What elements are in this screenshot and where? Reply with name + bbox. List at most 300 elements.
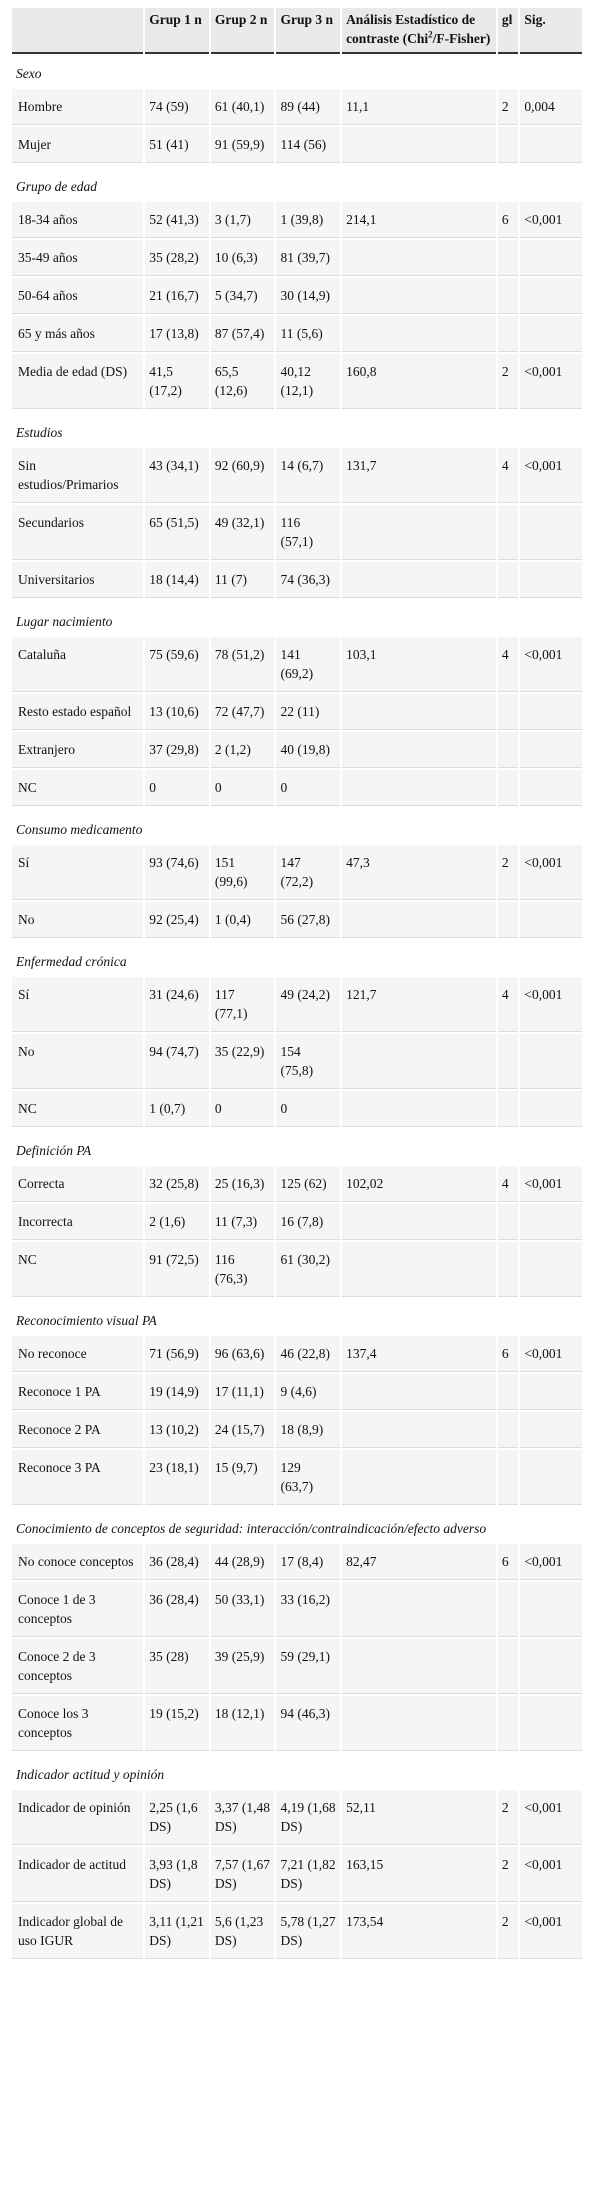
section-title: Conocimiento de conceptos de seguridad: interacción/contraindicación/efecto adverso <box>12 1511 582 1542</box>
table-row <box>12 278 582 314</box>
cell-g1: 13 (10,2) <box>145 1412 209 1448</box>
section-title: Lugar nacimiento <box>12 604 582 635</box>
cell-label: Resto estado español <box>12 694 143 730</box>
cell-g3: 114 (56) <box>276 127 340 163</box>
cell-gl: 4 <box>498 637 519 692</box>
cell-label: No reconoce <box>12 1336 143 1372</box>
cell-sig <box>520 278 582 314</box>
cell-g1: 31 (24,6) <box>145 977 209 1032</box>
cell-label: 35-49 años <box>12 240 143 276</box>
cell-g2: 91 (59,9) <box>211 127 275 163</box>
cell-g2: 11 (7,3) <box>211 1204 275 1240</box>
cell-g3: 17 (8,4) <box>276 1544 340 1580</box>
cell-label: 65 y más años <box>12 316 143 352</box>
spacer-cell <box>12 600 582 602</box>
section-header-row <box>12 56 582 87</box>
cell-g2: 5,6 (1,23 DS) <box>211 1904 275 1959</box>
cell-sig <box>520 505 582 560</box>
cell-test <box>342 1582 496 1637</box>
section-spacer <box>12 1753 582 1755</box>
section-spacer <box>12 1507 582 1509</box>
cell-g3: 5,78 (1,27 DS) <box>276 1904 340 1959</box>
cell-g3: 141 (69,2) <box>276 637 340 692</box>
table-row <box>12 637 582 692</box>
cell-g1: 18 (14,4) <box>145 562 209 598</box>
cell-g2: 72 (47,7) <box>211 694 275 730</box>
cell-g2: 39 (25,9) <box>211 1639 275 1694</box>
cell-gl: 2 <box>498 845 519 900</box>
table-row <box>12 505 582 560</box>
header-label <box>12 8 143 54</box>
cell-g2: 7,57 (1,67 DS) <box>211 1847 275 1902</box>
cell-g1: 17 (13,8) <box>145 316 209 352</box>
cell-test <box>342 127 496 163</box>
cell-sig <box>520 1412 582 1448</box>
cell-sig <box>520 1374 582 1410</box>
cell-g2: 116 (76,3) <box>211 1242 275 1297</box>
cell-g3: 56 (27,8) <box>276 902 340 938</box>
table-row <box>12 240 582 276</box>
cell-g1: 75 (59,6) <box>145 637 209 692</box>
cell-test <box>342 316 496 352</box>
cell-g1: 2 (1,6) <box>145 1204 209 1240</box>
cell-g3: 16 (7,8) <box>276 1204 340 1240</box>
cell-g1: 41,5 (17,2) <box>145 354 209 409</box>
cell-test: 121,7 <box>342 977 496 1032</box>
results-table <box>10 6 584 1965</box>
cell-label: Reconoce 2 PA <box>12 1412 143 1448</box>
cell-test <box>342 1091 496 1127</box>
cell-label: No <box>12 902 143 938</box>
cell-label: Indicador de opinión <box>12 1790 143 1845</box>
cell-gl <box>498 1374 519 1410</box>
cell-g1: 2,25 (1,6 DS) <box>145 1790 209 1845</box>
cell-g2: 3 (1,7) <box>211 202 275 238</box>
cell-gl: 2 <box>498 1790 519 1845</box>
cell-sig <box>520 1696 582 1751</box>
header-test-tail: /F-Fisher) <box>432 31 491 46</box>
section-header-row <box>12 169 582 200</box>
cell-test: 82,47 <box>342 1544 496 1580</box>
section-header-row <box>12 944 582 975</box>
cell-gl <box>498 127 519 163</box>
cell-g1: 71 (56,9) <box>145 1336 209 1372</box>
table-row <box>12 902 582 938</box>
cell-g3: 18 (8,9) <box>276 1412 340 1448</box>
cell-g2: 2 (1,2) <box>211 732 275 768</box>
cell-test <box>342 1639 496 1694</box>
cell-gl <box>498 1034 519 1089</box>
cell-label: Correcta <box>12 1166 143 1202</box>
cell-g2: 96 (63,6) <box>211 1336 275 1372</box>
cell-g1: 3,93 (1,8 DS) <box>145 1847 209 1902</box>
cell-g3: 0 <box>276 770 340 806</box>
cell-g3: 125 (62) <box>276 1166 340 1202</box>
table-row <box>12 977 582 1032</box>
cell-test <box>342 278 496 314</box>
header-test-sup: 2 <box>428 29 433 40</box>
cell-label: No <box>12 1034 143 1089</box>
section-title: Enfermedad crónica <box>12 944 582 975</box>
cell-sig <box>520 240 582 276</box>
table-row <box>12 448 582 503</box>
cell-g3: 40 (19,8) <box>276 732 340 768</box>
cell-test <box>342 1204 496 1240</box>
cell-label: 50-64 años <box>12 278 143 314</box>
cell-label: Sí <box>12 977 143 1032</box>
cell-g1: 32 (25,8) <box>145 1166 209 1202</box>
table-row <box>12 1450 582 1505</box>
cell-test: 173,54 <box>342 1904 496 1959</box>
cell-g2: 65,5 (12,6) <box>211 354 275 409</box>
cell-g1: 3,11 (1,21 DS) <box>145 1904 209 1959</box>
table-row <box>12 770 582 806</box>
spacer-cell <box>12 940 582 942</box>
cell-label: Reconoce 3 PA <box>12 1450 143 1505</box>
cell-label: Mujer <box>12 127 143 163</box>
cell-gl: 6 <box>498 1544 519 1580</box>
cell-test: 214,1 <box>342 202 496 238</box>
cell-g1: 37 (29,8) <box>145 732 209 768</box>
section-spacer <box>12 411 582 413</box>
cell-g1: 74 (59) <box>145 89 209 125</box>
cell-label: Reconoce 1 PA <box>12 1374 143 1410</box>
spacer-cell <box>12 1753 582 1755</box>
cell-g2: 11 (7) <box>211 562 275 598</box>
cell-label: Universitarios <box>12 562 143 598</box>
table-row <box>12 1091 582 1127</box>
table-row <box>12 354 582 409</box>
cell-g3: 81 (39,7) <box>276 240 340 276</box>
cell-gl <box>498 1450 519 1505</box>
spacer-cell <box>12 808 582 810</box>
section-title: Consumo medicamento <box>12 812 582 843</box>
cell-test: 163,15 <box>342 1847 496 1902</box>
cell-label: NC <box>12 1091 143 1127</box>
cell-g2: 61 (40,1) <box>211 89 275 125</box>
cell-gl <box>498 1242 519 1297</box>
header-group-2: Grup 2 n <box>211 8 275 54</box>
spacer-cell <box>12 411 582 413</box>
cell-g1: 23 (18,1) <box>145 1450 209 1505</box>
table-row <box>12 1544 582 1580</box>
cell-test <box>342 694 496 730</box>
cell-gl <box>498 562 519 598</box>
table-row <box>12 1204 582 1240</box>
cell-test <box>342 240 496 276</box>
cell-g3: 40,12 (12,1) <box>276 354 340 409</box>
cell-test <box>342 562 496 598</box>
cell-g3: 22 (11) <box>276 694 340 730</box>
cell-g2: 25 (16,3) <box>211 1166 275 1202</box>
cell-test: 11,1 <box>342 89 496 125</box>
cell-g2: 18 (12,1) <box>211 1696 275 1751</box>
table-row <box>12 1336 582 1372</box>
section-title: Definición PA <box>12 1133 582 1164</box>
cell-g2: 5 (34,7) <box>211 278 275 314</box>
cell-test <box>342 770 496 806</box>
cell-g3: 129 (63,7) <box>276 1450 340 1505</box>
cell-sig: <0,001 <box>520 354 582 409</box>
cell-sig: <0,001 <box>520 1904 582 1959</box>
spacer-cell <box>12 165 582 167</box>
cell-gl <box>498 770 519 806</box>
cell-sig: <0,001 <box>520 637 582 692</box>
cell-gl <box>498 1412 519 1448</box>
cell-test <box>342 1034 496 1089</box>
table-row <box>12 202 582 238</box>
cell-g1: 93 (74,6) <box>145 845 209 900</box>
cell-label: Media de edad (DS) <box>12 354 143 409</box>
cell-label: NC <box>12 1242 143 1297</box>
section-spacer <box>12 165 582 167</box>
cell-test: 160,8 <box>342 354 496 409</box>
cell-g1: 1 (0,7) <box>145 1091 209 1127</box>
cell-gl: 4 <box>498 448 519 503</box>
cell-label: Conoce los 3 conceptos <box>12 1696 143 1751</box>
cell-sig: <0,001 <box>520 845 582 900</box>
table-row <box>12 1166 582 1202</box>
section-title: Indicador actitud y opinión <box>12 1757 582 1788</box>
cell-sig: <0,001 <box>520 1790 582 1845</box>
table-row <box>12 1242 582 1297</box>
cell-sig: 0,004 <box>520 89 582 125</box>
cell-g2: 0 <box>211 770 275 806</box>
header-sig: Sig. <box>520 8 582 54</box>
cell-sig <box>520 1091 582 1127</box>
cell-gl <box>498 316 519 352</box>
cell-test <box>342 1242 496 1297</box>
cell-gl <box>498 902 519 938</box>
section-spacer <box>12 808 582 810</box>
cell-g1: 21 (16,7) <box>145 278 209 314</box>
cell-label: Extranjero <box>12 732 143 768</box>
cell-sig: <0,001 <box>520 202 582 238</box>
cell-g3: 0 <box>276 1091 340 1127</box>
cell-label: 18-34 años <box>12 202 143 238</box>
cell-sig <box>520 902 582 938</box>
table-row <box>12 1696 582 1751</box>
spacer-cell <box>12 1129 582 1131</box>
cell-g2: 24 (15,7) <box>211 1412 275 1448</box>
section-title: Reconocimiento visual PA <box>12 1303 582 1334</box>
cell-sig <box>520 1242 582 1297</box>
cell-g2: 0 <box>211 1091 275 1127</box>
cell-g2: 15 (9,7) <box>211 1450 275 1505</box>
cell-label: Conoce 2 de 3 conceptos <box>12 1639 143 1694</box>
table-row <box>12 562 582 598</box>
cell-label: NC <box>12 770 143 806</box>
cell-label: Sí <box>12 845 143 900</box>
cell-sig <box>520 770 582 806</box>
cell-sig <box>520 127 582 163</box>
cell-test: 103,1 <box>342 637 496 692</box>
cell-g3: 4,19 (1,68 DS) <box>276 1790 340 1845</box>
cell-label: Indicador de actitud <box>12 1847 143 1902</box>
cell-g3: 11 (5,6) <box>276 316 340 352</box>
cell-sig: <0,001 <box>520 448 582 503</box>
cell-test: 131,7 <box>342 448 496 503</box>
cell-g3: 9 (4,6) <box>276 1374 340 1410</box>
table-row <box>12 732 582 768</box>
cell-test: 102,02 <box>342 1166 496 1202</box>
cell-sig: <0,001 <box>520 1544 582 1580</box>
cell-gl: 4 <box>498 1166 519 1202</box>
cell-sig: <0,001 <box>520 1847 582 1902</box>
cell-sig <box>520 1450 582 1505</box>
section-header-row <box>12 1133 582 1164</box>
cell-sig <box>520 316 582 352</box>
cell-g1: 36 (28,4) <box>145 1544 209 1580</box>
section-header-row <box>12 1303 582 1334</box>
cell-test <box>342 732 496 768</box>
cell-g3: 33 (16,2) <box>276 1582 340 1637</box>
table-row <box>12 127 582 163</box>
cell-g2: 87 (57,4) <box>211 316 275 352</box>
table-row <box>12 89 582 125</box>
section-title: Sexo <box>12 56 582 87</box>
cell-gl <box>498 1696 519 1751</box>
cell-g1: 13 (10,6) <box>145 694 209 730</box>
cell-sig <box>520 1639 582 1694</box>
cell-g3: 154 (75,8) <box>276 1034 340 1089</box>
cell-g3: 147 (72,2) <box>276 845 340 900</box>
section-header-row <box>12 604 582 635</box>
section-spacer <box>12 1961 582 1963</box>
cell-g2: 117 (77,1) <box>211 977 275 1032</box>
header-gl: gl <box>498 8 519 54</box>
cell-label: Sin estudios/Primarios <box>12 448 143 503</box>
cell-gl <box>498 1582 519 1637</box>
cell-g3: 61 (30,2) <box>276 1242 340 1297</box>
cell-g1: 51 (41) <box>145 127 209 163</box>
cell-gl: 2 <box>498 1904 519 1959</box>
cell-sig <box>520 562 582 598</box>
cell-test <box>342 1412 496 1448</box>
cell-g3: 14 (6,7) <box>276 448 340 503</box>
table-row <box>12 1582 582 1637</box>
cell-test <box>342 505 496 560</box>
cell-gl <box>498 732 519 768</box>
cell-gl: 2 <box>498 1847 519 1902</box>
section-header-row <box>12 1511 582 1542</box>
cell-g2: 44 (28,9) <box>211 1544 275 1580</box>
cell-g2: 3,37 (1,48 DS) <box>211 1790 275 1845</box>
cell-test <box>342 902 496 938</box>
cell-sig <box>520 1582 582 1637</box>
cell-gl <box>498 1091 519 1127</box>
cell-gl: 2 <box>498 354 519 409</box>
cell-g2: 151 (99,6) <box>211 845 275 900</box>
header-row <box>12 8 582 54</box>
cell-g3: 89 (44) <box>276 89 340 125</box>
header-group-3: Grup 3 n <box>276 8 340 54</box>
table-row <box>12 1374 582 1410</box>
cell-label: Incorrecta <box>12 1204 143 1240</box>
cell-g2: 1 (0,4) <box>211 902 275 938</box>
table-row <box>12 1790 582 1845</box>
cell-g3: 49 (24,2) <box>276 977 340 1032</box>
cell-sig: <0,001 <box>520 1336 582 1372</box>
cell-g1: 65 (51,5) <box>145 505 209 560</box>
table-row <box>12 1034 582 1089</box>
cell-g3: 74 (36,3) <box>276 562 340 598</box>
cell-g2: 17 (11,1) <box>211 1374 275 1410</box>
cell-gl: 2 <box>498 89 519 125</box>
cell-sig <box>520 732 582 768</box>
table-row <box>12 1412 582 1448</box>
cell-g3: 7,21 (1,82 DS) <box>276 1847 340 1902</box>
cell-test <box>342 1450 496 1505</box>
cell-sig: <0,001 <box>520 977 582 1032</box>
cell-g1: 0 <box>145 770 209 806</box>
cell-gl: 6 <box>498 202 519 238</box>
section-spacer <box>12 940 582 942</box>
cell-label: Cataluña <box>12 637 143 692</box>
table-row <box>12 694 582 730</box>
cell-gl <box>498 1204 519 1240</box>
cell-g2: 50 (33,1) <box>211 1582 275 1637</box>
cell-g2: 35 (22,9) <box>211 1034 275 1089</box>
cell-g1: 91 (72,5) <box>145 1242 209 1297</box>
cell-label: Hombre <box>12 89 143 125</box>
cell-label: Indicador global de uso IGUR <box>12 1904 143 1959</box>
cell-test <box>342 1374 496 1410</box>
cell-gl <box>498 694 519 730</box>
cell-g3: 30 (14,9) <box>276 278 340 314</box>
cell-g2: 49 (32,1) <box>211 505 275 560</box>
section-title: Grupo de edad <box>12 169 582 200</box>
cell-gl <box>498 505 519 560</box>
table-body <box>12 56 582 1963</box>
cell-test: 137,4 <box>342 1336 496 1372</box>
table-row <box>12 316 582 352</box>
cell-label: No conoce conceptos <box>12 1544 143 1580</box>
cell-gl <box>498 1639 519 1694</box>
section-spacer <box>12 1129 582 1131</box>
cell-g3: 94 (46,3) <box>276 1696 340 1751</box>
section-header-row <box>12 415 582 446</box>
cell-g3: 116 (57,1) <box>276 505 340 560</box>
cell-g1: 35 (28) <box>145 1639 209 1694</box>
cell-label: Conoce 1 de 3 conceptos <box>12 1582 143 1637</box>
cell-label: Secundarios <box>12 505 143 560</box>
section-header-row <box>12 812 582 843</box>
cell-gl <box>498 278 519 314</box>
table-row <box>12 1847 582 1902</box>
cell-g2: 78 (51,2) <box>211 637 275 692</box>
cell-g2: 10 (6,3) <box>211 240 275 276</box>
cell-sig <box>520 1034 582 1089</box>
cell-gl <box>498 240 519 276</box>
cell-sig <box>520 1204 582 1240</box>
cell-g3: 1 (39,8) <box>276 202 340 238</box>
header-test <box>342 8 496 54</box>
cell-g2: 92 (60,9) <box>211 448 275 503</box>
table-row <box>12 845 582 900</box>
cell-sig <box>520 694 582 730</box>
cell-g1: 52 (41,3) <box>145 202 209 238</box>
spacer-cell <box>12 1299 582 1301</box>
cell-g3: 59 (29,1) <box>276 1639 340 1694</box>
section-spacer <box>12 1299 582 1301</box>
table-row <box>12 1904 582 1959</box>
table-row <box>12 1639 582 1694</box>
cell-test <box>342 1696 496 1751</box>
cell-g1: 43 (34,1) <box>145 448 209 503</box>
spacer-cell <box>12 1507 582 1509</box>
cell-sig: <0,001 <box>520 1166 582 1202</box>
